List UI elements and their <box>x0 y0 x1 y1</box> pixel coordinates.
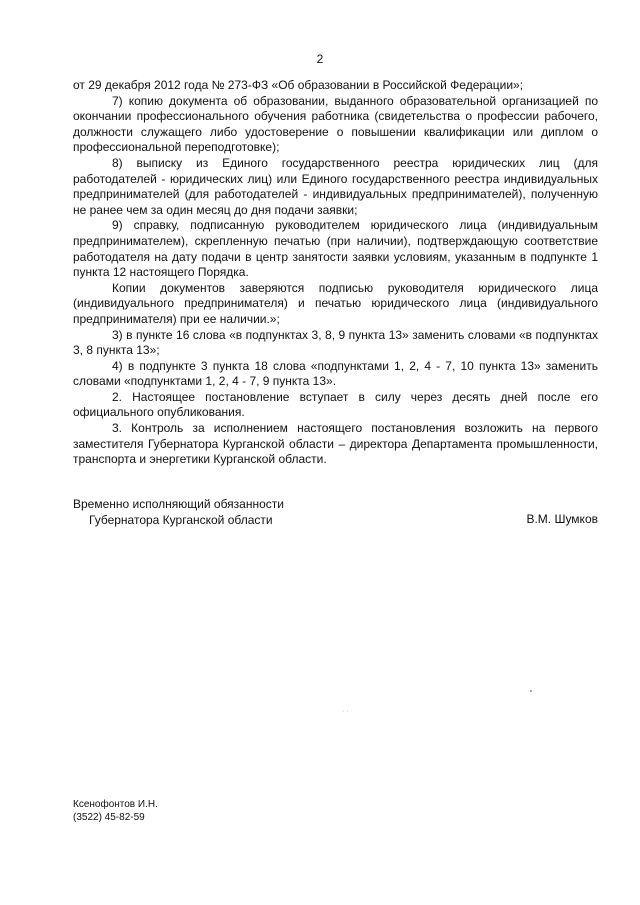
signer-name: В.М. Шумков <box>526 512 598 526</box>
paragraph-control: 3. Контроль за исполнением настоящего постановления возложить на первого заместителя Губернатора Курганской области – директора Департамента промышленности, транспорта и энергетики Курганской области. <box>73 421 598 467</box>
paragraph-item-7: 7) копию документа об образовании, выданного образовательной организацией по окончании профессионального обучения работника (свидетельства о профессии рабочего, должности служащего либо удостоверение о повышении квалификации или диплом о профессиональной переподготовке); <box>73 93 598 155</box>
paragraph-copies: Копии документов заверяются подписью руководителя юридического лица (индивидуального предпринимателя) и печатью юридического лица (индивидуального предпринимателя) при ее наличии.»; <box>73 280 598 326</box>
scan-speck: · · <box>342 708 349 715</box>
paragraph-amendment-4: 4) в подпункте 3 пункта 18 слова «подпунктами 1, 2, 4 - 7, 10 пункта 13» заменить словами «подпунктами 1, 2, 4 - 7, 9 пункта 13». <box>73 358 598 389</box>
paragraph-law-reference: от 29 декабря 2012 года № 273-ФЗ «Об образовании в Российской Федерации»; <box>73 78 524 92</box>
executor-name: Ксенофонтов И.Н. <box>73 799 158 810</box>
paragraph-item-8: 8) выписку из Единого государственного реестра юридических лиц (для работодателей - юридических лиц) или Единого государственного реестра индивидуальных предпринимателей (для работодателей - индивидуальных предпринимателей), полученную не ранее чем за один месяц до дня подачи заявки; <box>73 155 598 217</box>
executor-phone: (3522) 45-82-59 <box>73 812 145 823</box>
document-body <box>73 78 598 468</box>
page-number: 2 <box>316 52 324 66</box>
paragraph-amendment-3: 3) в пункте 16 слова «в подпунктах 3, 8, 9 пункта 13» заменить словами «в подпунктах 3, 8 пункта 13»; <box>73 327 598 358</box>
paragraph-effective-date: 2. Настоящее постановление вступает в силу через десять дней после его официального опубликования. <box>73 389 598 420</box>
signer-title-line1: Временно исполняющий обязанности <box>73 497 284 511</box>
scan-speck <box>530 690 532 692</box>
signer-title <box>73 497 284 528</box>
executor-block <box>73 798 158 824</box>
paragraph-item-9: 9) справку, подписанную руководителем юридического лица (индивидуальным предпринимателем), скрепленную печатью (при наличии), подтверждающую соответствие работодателя на дату подачи в центр занятости заявки условиям, указанным в подпункте 1 пункта 12 настоящего Порядка. <box>73 218 598 280</box>
signer-title-line2: Губернатора Курганской области <box>89 512 273 527</box>
